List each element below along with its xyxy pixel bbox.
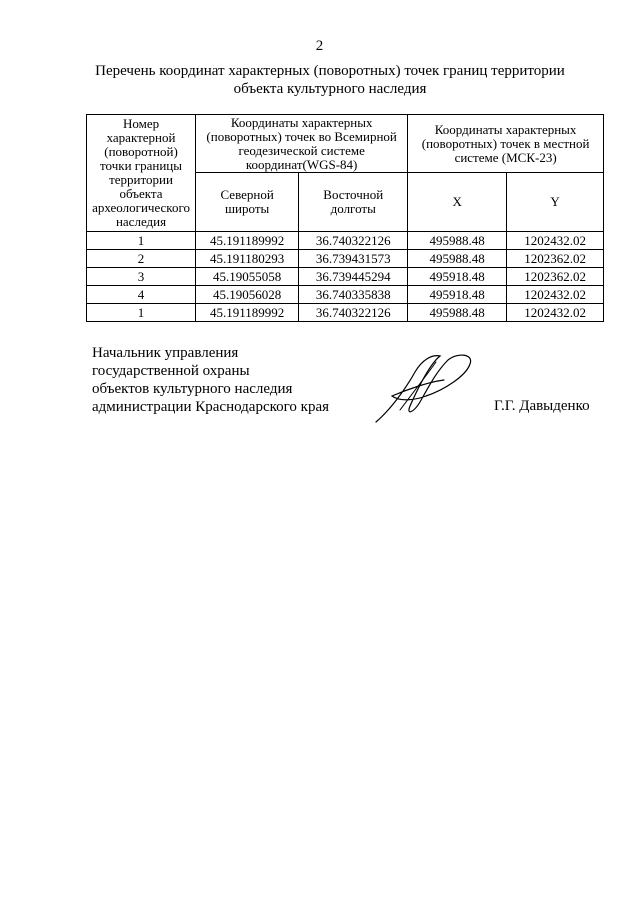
cell-y: 1202432.02	[507, 286, 604, 304]
cell-north: 45.191189992	[196, 304, 299, 322]
cell-y: 1202362.02	[507, 250, 604, 268]
title-line-1: Перечень координат характерных (поворотных) точек границ территории	[95, 63, 565, 79]
table-row	[87, 304, 604, 322]
header-wgs84-group: Координаты характерных (поворотных) точек во Всемирной геодезической системе координат(WGS-84)	[196, 115, 408, 173]
header-y: Y	[507, 173, 604, 232]
table-row	[87, 286, 604, 304]
position-line-2: государственной охраны	[92, 363, 250, 379]
table-row	[87, 232, 604, 250]
cell-point: 3	[87, 268, 196, 286]
table-row	[87, 268, 604, 286]
cell-x: 495918.48	[408, 268, 507, 286]
signatory-position	[92, 344, 329, 416]
cell-north: 45.19056028	[196, 286, 299, 304]
cell-y: 1202432.02	[507, 232, 604, 250]
cell-x: 495918.48	[408, 286, 507, 304]
position-line-1: Начальник управления	[92, 345, 239, 361]
header-north-latitude: Северной широты	[196, 173, 299, 232]
header-x: X	[408, 173, 507, 232]
cell-east: 36.740322126	[299, 304, 408, 322]
header-point-number: Номер характерной (поворотной) точки границы территории объекта археологического наследия	[87, 115, 196, 232]
cell-north: 45.191189992	[196, 232, 299, 250]
cell-y: 1202362.02	[507, 268, 604, 286]
cell-point: 4	[87, 286, 196, 304]
document-title	[60, 62, 600, 98]
header-msk23-group: Координаты характерных (поворотных) точек в местной системе (МСК-23)	[408, 115, 604, 173]
cell-point: 1	[87, 304, 196, 322]
coordinates-table	[86, 114, 604, 322]
title-line-2: объекта культурного наследия	[233, 81, 427, 97]
handwritten-signature	[370, 350, 480, 428]
position-line-4: администрации Краснодарского края	[92, 399, 330, 415]
cell-north: 45.19055058	[196, 268, 299, 286]
cell-east: 36.739431573	[299, 250, 408, 268]
cell-east: 36.739445294	[299, 268, 408, 286]
cell-east: 36.740335838	[299, 286, 408, 304]
page-number: 2	[315, 38, 324, 54]
cell-east: 36.740322126	[299, 232, 408, 250]
cell-x: 495988.48	[408, 250, 507, 268]
header-east-longitude: Восточной долготы	[299, 173, 408, 232]
signatory-name: Г.Г. Давыденко	[494, 398, 590, 414]
position-line-3: объектов культурного наследия	[92, 381, 293, 397]
cell-x: 495988.48	[408, 304, 507, 322]
cell-y: 1202432.02	[507, 304, 604, 322]
table-row	[87, 250, 604, 268]
cell-point: 1	[87, 232, 196, 250]
cell-point: 2	[87, 250, 196, 268]
cell-x: 495988.48	[408, 232, 507, 250]
cell-north: 45.191180293	[196, 250, 299, 268]
